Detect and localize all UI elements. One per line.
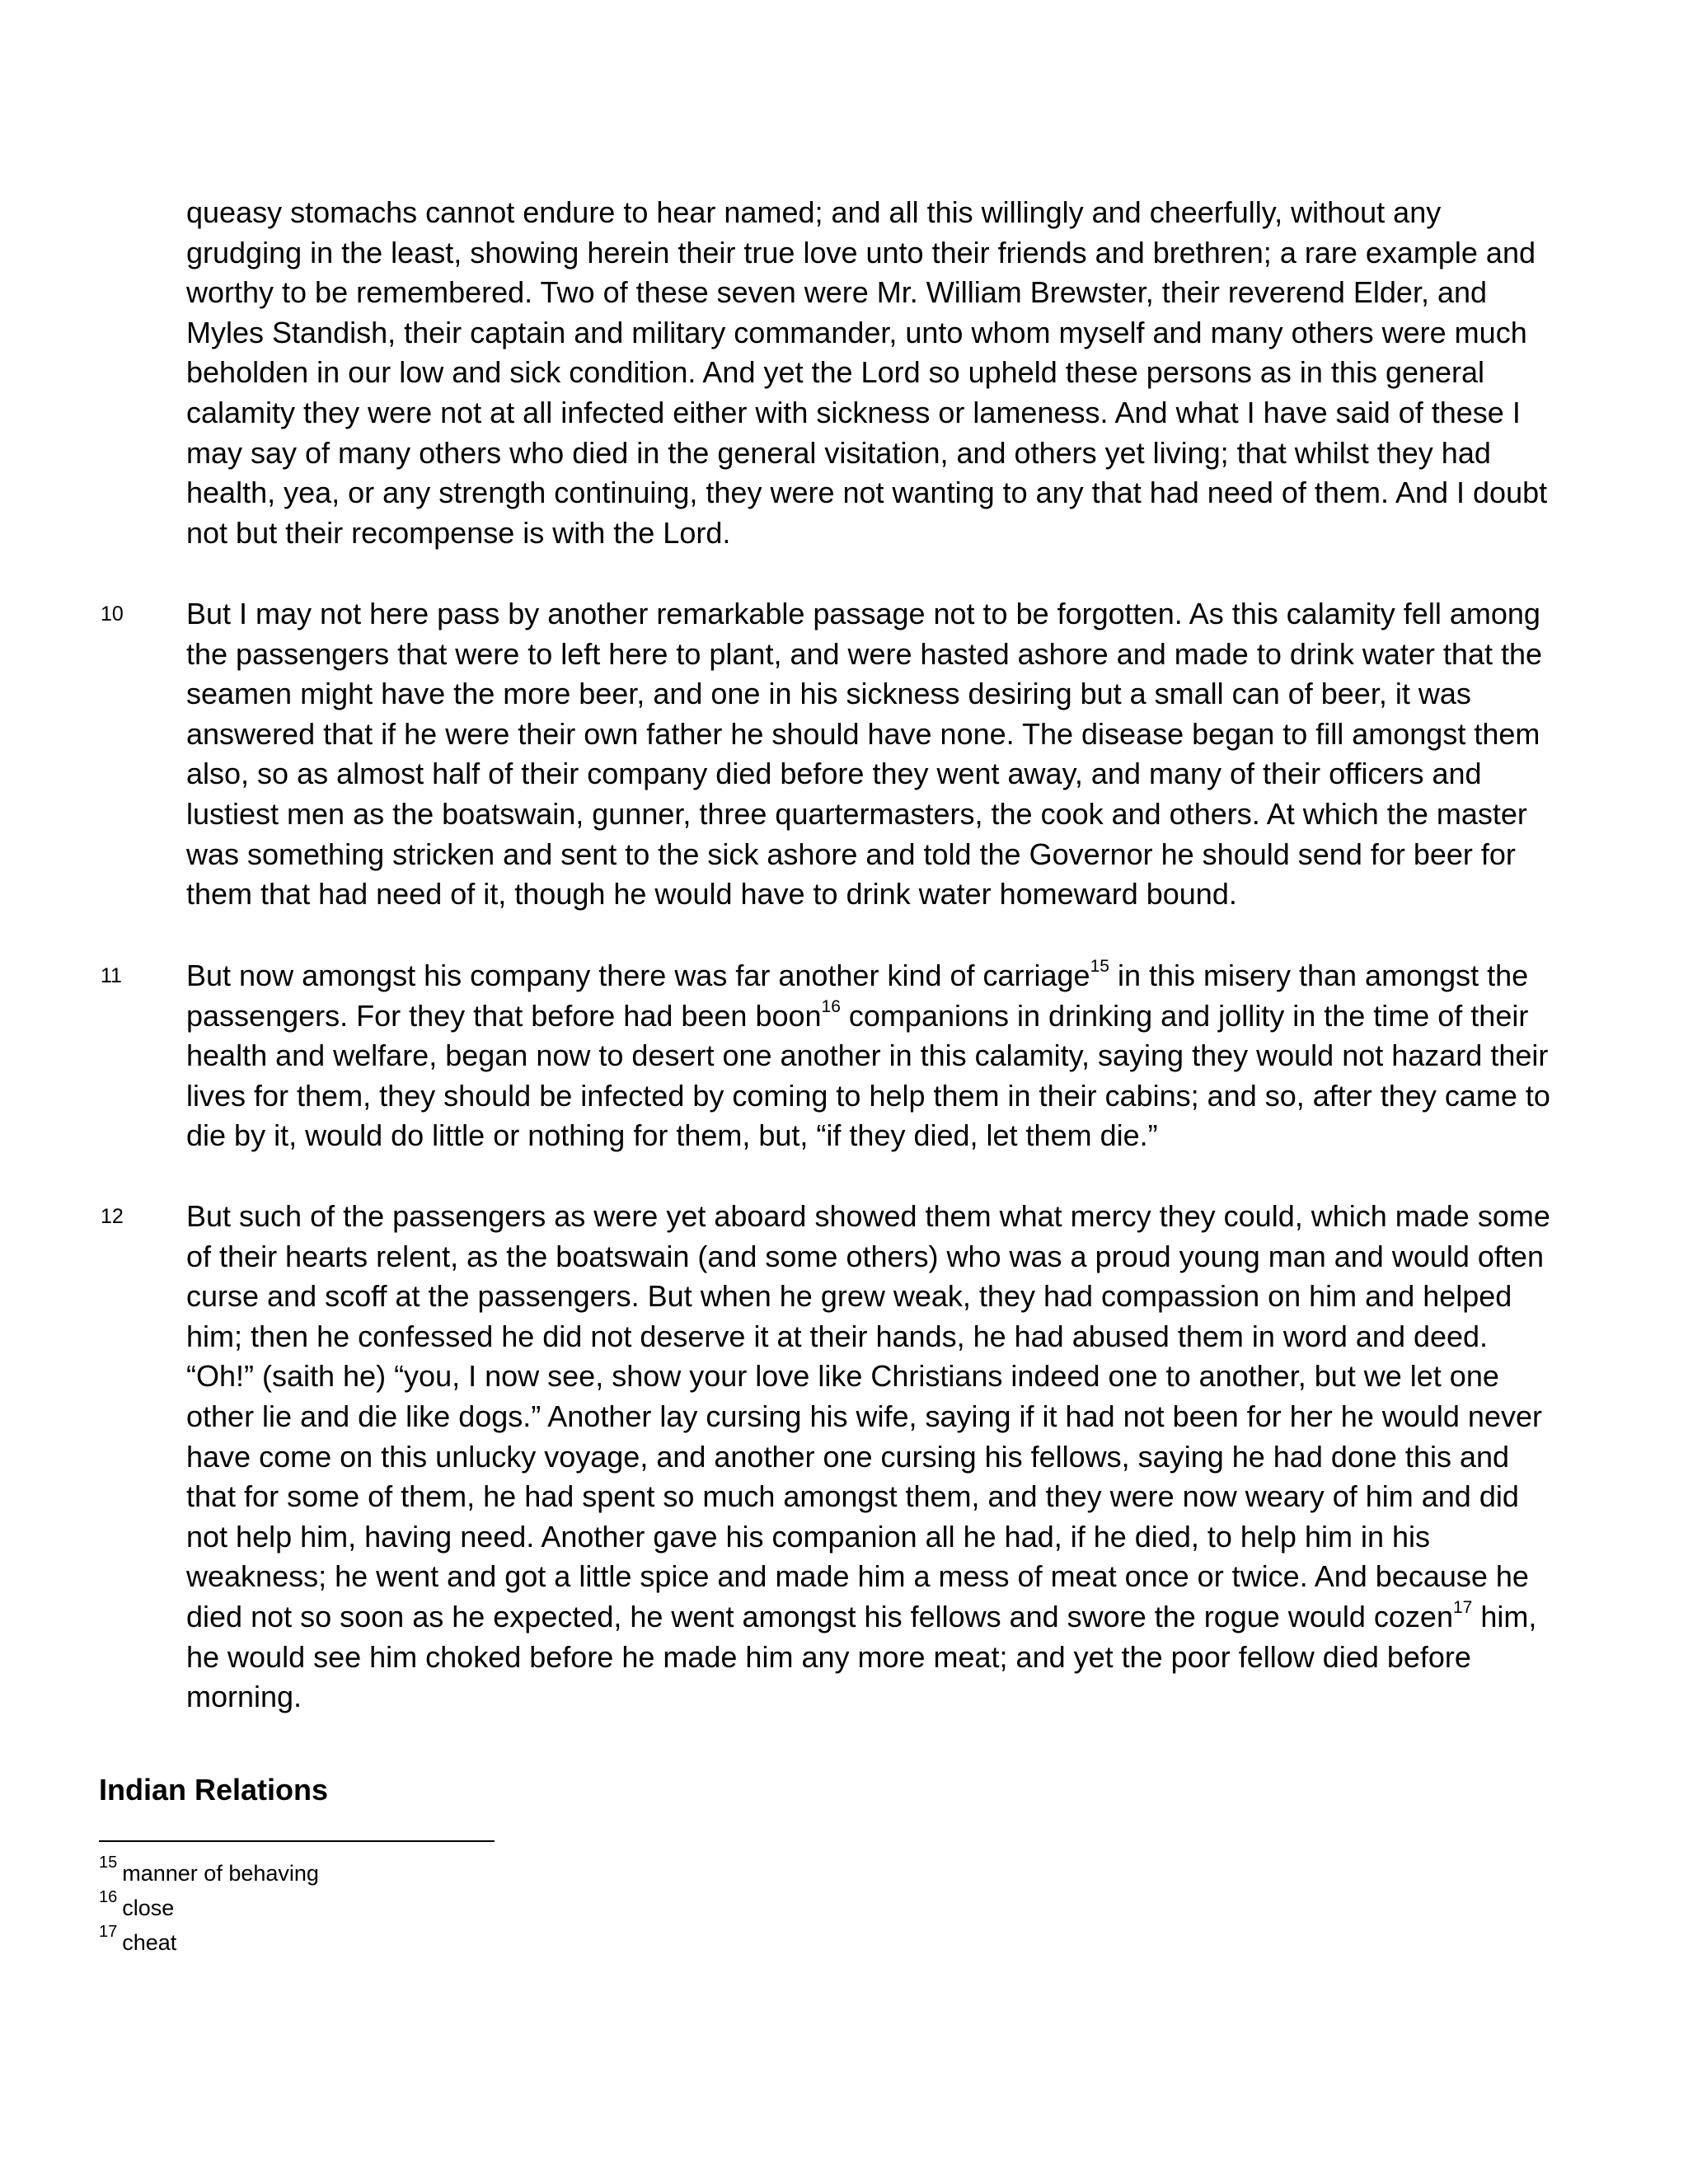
text-line: Myles Standish, their captain and military commander, unto whom myself and many others were much (186, 315, 1527, 349)
footnote-number: 15 (99, 1854, 118, 1872)
paragraph-continued (186, 193, 1587, 553)
footnotes (99, 1856, 319, 1960)
text-line: also, so as almost half of their company died before they went away, and many of their officers and (186, 757, 1482, 791)
text-line (186, 1597, 1587, 1638)
footnote-number: 17 (99, 1923, 118, 1941)
footnote (99, 1856, 319, 1891)
footnote-number: 16 (99, 1888, 118, 1906)
paragraph-number: 10 (101, 602, 124, 626)
paragraph-10 (186, 594, 1587, 915)
text-line: But such of the passengers as were yet aboard showed them what mercy they could, which made some (186, 1199, 1550, 1233)
footnote (99, 1925, 319, 1960)
section-heading: Indian Relations (99, 1773, 329, 1807)
paragraph-12 (186, 1197, 1587, 1718)
text-line: not help him, having need. Another gave his companion all he had, if he died, to help him in his (186, 1519, 1430, 1554)
text-line: “Oh!” (saith he) “you, I now see, show your love like Christians indeed one to another, but we let one (186, 1359, 1499, 1394)
text-line: other lie and die like dogs.” Another lay cursing his wife, saying if it had not been for her he would never (186, 1399, 1542, 1433)
text-line: worthy to be remembered. Two of these seven were Mr. William Brewster, their reverend Elder, and (186, 275, 1488, 310)
paragraph-number: 12 (101, 1205, 124, 1228)
text-line: was something stricken and sent to the sick ashore and told the Governor he should send for beer for (186, 837, 1516, 871)
text-line: that for some of them, he had spent so much amongst them, and they were now weary of him and did (186, 1479, 1519, 1514)
paragraph-number: 11 (101, 964, 122, 987)
text-line: the passengers that were to left here to plant, and were hasted ashore and made to drink water that the (186, 636, 1543, 671)
text-line: lives for them, they should be infected by coming to help them in their cabins; and so, after they came to (186, 1078, 1550, 1113)
text-segment: passengers. For they that before had been boon (186, 998, 822, 1033)
text-line: may say of many others who died in the general visitation, and others yet living; that whilst they had (186, 435, 1491, 470)
footnote-ref: 15 (1090, 957, 1109, 976)
footnote-ref: 17 (1452, 1597, 1473, 1617)
text-segment: him, (1472, 1599, 1537, 1633)
text-segment: But now amongst his company there was far another kind of carriage (186, 958, 1090, 992)
paragraph-11 (186, 956, 1587, 1156)
text-line: of their hearts relent, as the boatswain (and some others) who was a proud young man and would often (186, 1239, 1544, 1273)
text-line: beholden in our low and sick condition. And yet the Lord so upheld these persons as in this general (186, 355, 1485, 390)
text-line: morning. (186, 1680, 302, 1714)
text-line: health, yea, or any strength continuing, they were not wanting to any that had need of them. And I doubt (186, 476, 1548, 510)
text-line: them that had need of it, though he would have to drink water homeward bound. (186, 877, 1237, 912)
text-line: grudging in the least, showing herein their true love unto their friends and brethren; a rare example and (186, 235, 1536, 269)
text-line: curse and scoff at the passengers. But when he grew weak, they had compassion on him and helped (186, 1279, 1512, 1314)
text-segment: in this misery than amongst the (1109, 958, 1529, 992)
text-line: seamen might have the more beer, and one in his sickness desiring but a small can of beer, it was (186, 677, 1471, 711)
footnote-text: close (122, 1896, 175, 1920)
text-line: But I may not here pass by another remarkable passage not to be forgotten. As this calamity fell among (186, 597, 1540, 630)
text-segment: died not so soon as he expected, he went amongst his fellows and swore the rogue would cozen (186, 1599, 1453, 1633)
text-line: health and welfare, began now to desert one another in this calamity, saying they would not hazard their (186, 1038, 1549, 1073)
footnote-ref: 16 (821, 996, 841, 1016)
text-line: him; then he confessed he did not deserve it at their hands, he had abused them in word and deed. (186, 1319, 1489, 1353)
text-line: have come on this unlucky voyage, and another one cursing his fellows, saying he had done this and (186, 1439, 1510, 1474)
footnote-text: cheat (122, 1930, 177, 1955)
text-line: he would see him choked before he made him any more meat; and yet the poor fellow died before (186, 1639, 1471, 1674)
text-line: die by it, would do little or nothing for them, but, “if they died, let them die.” (186, 1118, 1158, 1153)
text-line: calamity they were not at all infected either with sickness or lameness. And what I have said of these I (186, 395, 1521, 429)
text-segment: companions in drinking and jollity in the time of their (840, 998, 1529, 1033)
footnote (99, 1888, 319, 1925)
text-line (186, 996, 1587, 1037)
text-line (186, 956, 1587, 996)
text-line: weakness; he went and got a little spice and made him a mess of meat once or twice. And because he (186, 1559, 1529, 1594)
footnote-separator (99, 1840, 495, 1842)
text-line: lustiest men as the boatswain, gunner, three quartermasters, the cook and others. At which the master (186, 796, 1527, 831)
text-line: not but their recompense is with the Lord. (186, 515, 731, 550)
footnote-text: manner of behaving (122, 1861, 319, 1886)
text-line: answered that if he were their own father he should have none. The disease began to fill amongst them (186, 716, 1540, 751)
text-line: queasy stomachs cannot endure to hear named; and all this willingly and cheerfully, without any (186, 195, 1442, 229)
